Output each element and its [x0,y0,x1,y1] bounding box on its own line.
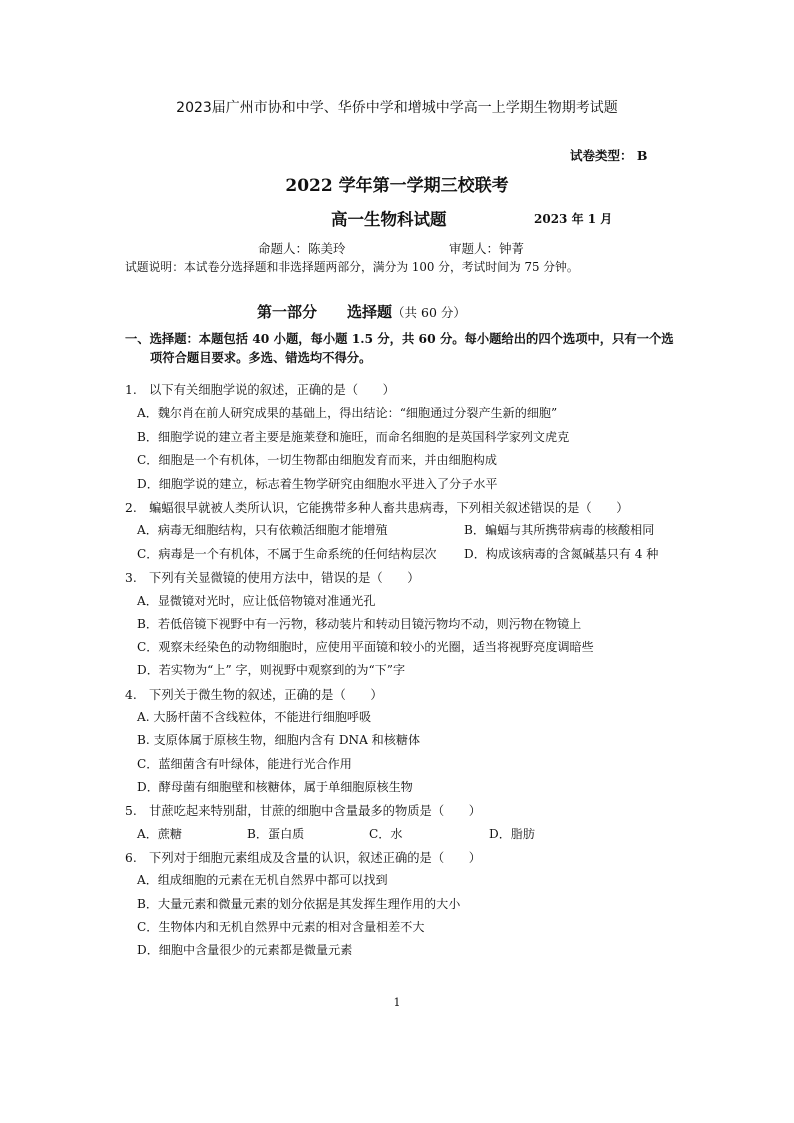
option-d: D．构成该病毒的含氮碱基只有 4 种 [464,547,659,561]
option-c: C．观察未经染色的动物细胞时，应使用平面镜和较小的光圈，适当将视野亮度调暗些 [137,640,594,654]
exam-instructions: 试题说明：本试卷分选择题和非选择题两部分，满分为 100 分，考试时间为 75 分钟。 [125,260,579,274]
option-b: B．蝙蝠与其所携带病毒的核酸相同 [464,523,655,537]
exam-date: 2023 年 1 月 [534,212,613,226]
option-d: D．脂肪 [489,827,535,841]
option-c: C．水 [369,827,403,841]
author-line: 命题人：陈美玲 [258,241,346,256]
option-b: B．大量元素和微量元素的划分依据是其发挥生理作用的大小 [137,897,461,911]
option-c: C．细胞是一个有机体，一切生物都由细胞发育而来，并由细胞构成 [137,453,497,467]
option-b: B．蛋白质 [247,827,305,841]
question-stem: 2. 蝙蝠很早就被人类所认识，它能携带多种人畜共患病毒，下列相关叙述错误的是（ ） [125,501,629,515]
option-b: B．若低倍镜下视野中有一污物，移动装片和转动目镜污物均不动，则污物在物镜上 [137,617,582,631]
option-d: D．细胞中含量很少的元素都是微量元素 [137,943,353,957]
question-stem: 4. 下列关于微生物的叙述，正确的是（ ） [125,688,383,702]
option-a: A. 大肠杆菌不含线粒体，不能进行细胞呼吸 [137,710,372,724]
section-intro-line-1: 一、选择题：本题包括 40 小题，每小题 1.5 分，共 60 分。每小题给出的四个选项中，只有一个选 [125,331,674,346]
exam-title: 2022 学年第一学期三校联考 [285,176,509,196]
part-heading [257,301,466,322]
section-intro-line-2: 项符合题目要求。多选、错选均不得分。 [150,350,372,365]
paper-type-label: 试卷类型： B [570,148,648,163]
option-b: B．细胞学说的建立者主要是施莱登和施旺，而命名细胞的是英国科学家列文虎克 [137,430,570,444]
option-b: B. 支原体属于原核生物，细胞内含有 DNA 和核糖体 [137,733,421,747]
document-title: 2023届广州市协和中学、华侨中学和增城中学高一上学期生物期考试题 [176,100,618,116]
option-d: D．酵母菌有细胞壁和核糖体，属于单细胞原核生物 [137,780,413,794]
option-c: C．病毒是一个有机体，不属于生命系统的任何结构层次 [137,547,437,561]
option-a: A．魏尔肖在前人研究成果的基础上，得出结论：“细胞通过分裂产生新的细胞” [137,406,558,420]
question-stem: 1. 以下有关细胞学说的叙述，正确的是（ ） [125,383,395,397]
section-intro [125,329,674,367]
option-a: A．组成细胞的元素在无机自然界中都可以找到 [137,873,388,887]
option-c: C．蓝细菌含有叶绿体，能进行光合作用 [137,757,352,771]
part-score: （共 60 分） [392,305,466,320]
option-d: D．若实物为“上” 字，则视野中观察到的为“下”字 [137,663,406,677]
option-d: D．细胞学说的建立，标志着生物学研究由细胞水平进入了分子水平 [137,477,498,491]
page-number: 1 [393,996,401,1009]
question-stem: 3. 下列有关显微镜的使用方法中，错误的是（ ） [125,571,420,585]
subject-title: 高一生物科试题 [331,210,447,229]
option-a: A．病毒无细胞结构，只有依赖活细胞才能增殖 [137,523,388,537]
question-stem: 6. 下列对于细胞元素组成及含量的认识，叙述正确的是（ ） [125,851,482,865]
part-title: 第一部分 选择题 [257,303,393,321]
option-c: C．生物体内和无机自然界中元素的相对含量相差不大 [137,920,425,934]
question-stem: 5. 甘蔗吃起来特别甜，甘蔗的细胞中含量最多的物质是（ ） [125,804,482,818]
reviewer-line: 审题人：钟菁 [449,241,525,256]
option-a: A．显微镜对光时，应让低倍物镜对准通光孔 [137,594,376,608]
option-a: A．蔗糖 [137,827,183,841]
